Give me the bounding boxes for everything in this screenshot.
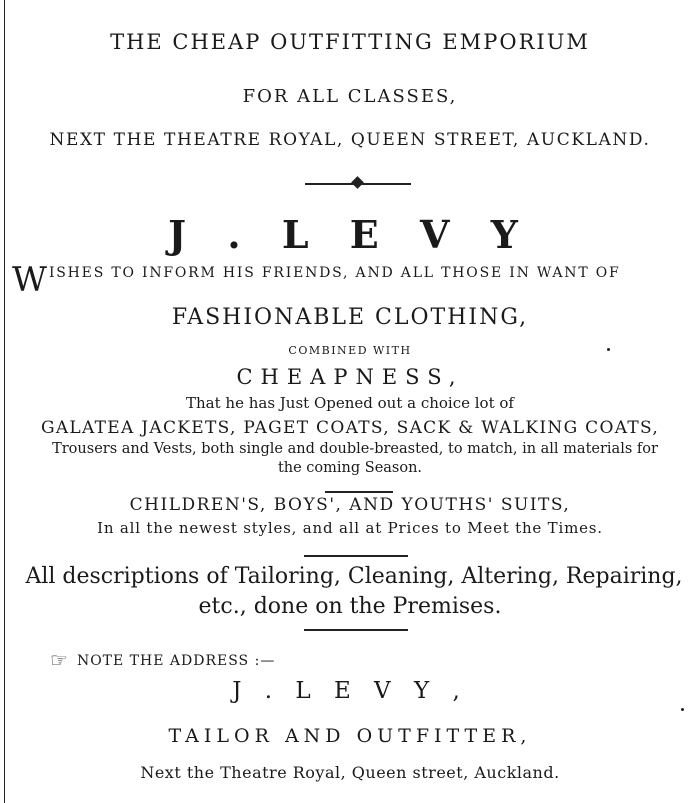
diamond-ornament-icon — [351, 176, 364, 189]
footer-merchant-name: J . L E V Y , — [232, 678, 468, 704]
tailoring-line: All descriptions of Tailoring, Cleaning, Altering, Repairing, — [25, 564, 683, 589]
coats-line: GALATEA JACKETS, PAGET COATS, SACK & WALKING COATS, — [40, 418, 660, 438]
footer-trade: TAILOR AND OUTFITTER, — [168, 725, 532, 747]
trousers-line: Trousers and Vests, both single and double-breasted, to match, in all materials for — [52, 441, 658, 457]
headline-location: NEXT THE THEATRE ROYAL, QUEEN STREET, AUCKLAND. — [49, 130, 651, 150]
headline-title: THE CHEAP OUTFITTING EMPORIUM — [110, 30, 590, 54]
combined-with-line: COMBINED WITH — [288, 344, 412, 357]
cheapness-line: CHEAPNESS, — [236, 365, 464, 389]
headline-subtitle: FOR ALL CLASSES, — [242, 86, 458, 107]
pointing-hand-icon: ☞ — [50, 648, 69, 672]
note-label: NOTE THE ADDRESS :— — [76, 653, 276, 669]
season-line: the coming Season. — [277, 460, 423, 476]
intro-text: ISHES TO INFORM HIS FRIENDS, AND ALL THOSE IN WANT OF — [48, 265, 621, 281]
divider-rule — [304, 555, 408, 557]
divider-rule — [304, 629, 408, 631]
premises-line: etc., done on the Premises. — [198, 594, 502, 619]
styles-line: In all the newest styles, and all at Prices to Meet the Times. — [97, 519, 603, 537]
note-address — [50, 648, 275, 672]
fashionable-clothing-line: FASHIONABLE CLOTHING, — [171, 305, 529, 330]
announcement-intro — [12, 260, 700, 300]
merchant-name: J . L E V Y — [168, 212, 532, 257]
opened-line: That he has Just Opened out a choice lot of — [186, 394, 514, 412]
divider-rule — [325, 491, 393, 493]
print-speck — [681, 708, 684, 711]
suits-line: CHILDREN'S, BOYS', AND YOUTHS' SUITS, — [129, 495, 571, 515]
print-speck — [607, 348, 610, 351]
drop-cap: W — [12, 260, 47, 300]
footer-address: Next the Theatre Royal, Queen street, Auckland. — [140, 763, 560, 782]
